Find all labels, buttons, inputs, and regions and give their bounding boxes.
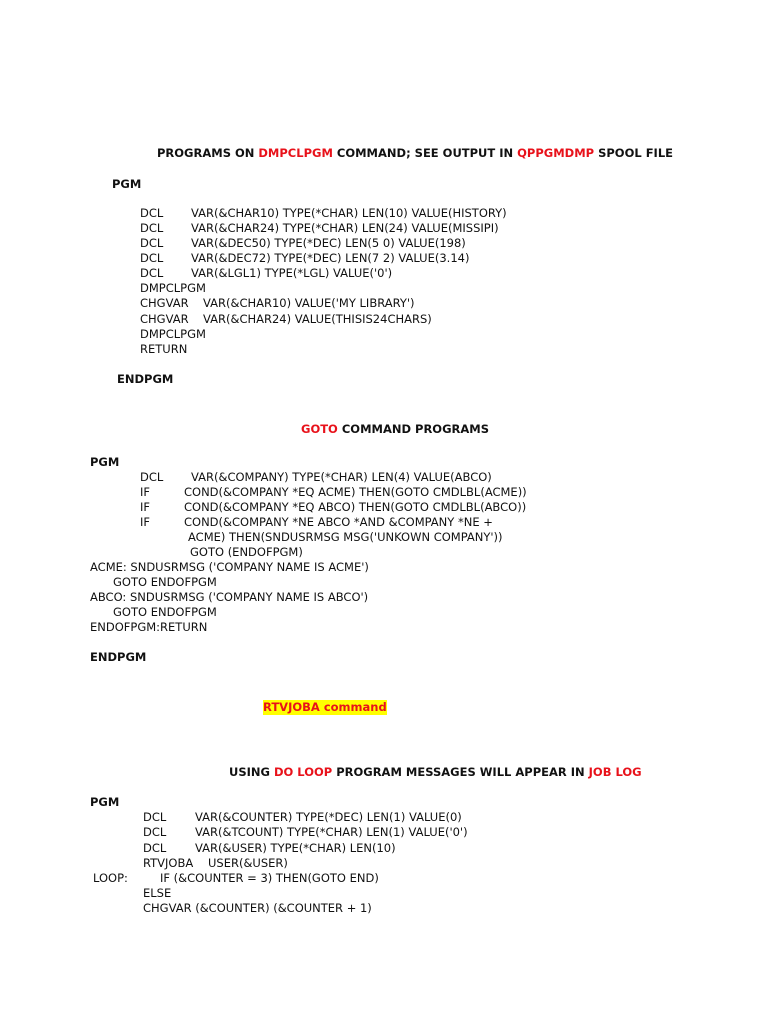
code-line-endofpgm: ENDOFPGM:RETURN bbox=[90, 620, 208, 634]
code-line-label-abco: ABCO: SNDUSRMSG ('COMPANY NAME IS ABCO') bbox=[90, 590, 369, 604]
code-line-chgvar: CHGVAR bbox=[140, 312, 189, 326]
code-line-arg: VAR(&USER) TYPE(*CHAR) LEN(10) bbox=[195, 841, 396, 855]
code-line-arg: IF (&COUNTER = 3) THEN(GOTO END) bbox=[160, 871, 379, 885]
code-line-chgvar: CHGVAR (&COUNTER) (&COUNTER + 1) bbox=[143, 901, 372, 915]
code-line-arg: VAR(&CHAR10) TYPE(*CHAR) LEN(10) VALUE(HISTORY) bbox=[191, 206, 507, 220]
section2-heading: GOTO COMMAND PROGRAMS bbox=[301, 422, 490, 436]
code-line-arg: VAR(&CHAR24) VALUE(THISIS24CHARS) bbox=[203, 312, 432, 326]
code-line-if: IF bbox=[140, 500, 151, 514]
pgm-keyword: PGM bbox=[112, 177, 142, 191]
code-line-arg: VAR(&TCOUNT) TYPE(*CHAR) LEN(1) VALUE('0') bbox=[195, 825, 468, 839]
code-line-continuation: ACME) THEN(SNDUSRMSG MSG('UNKOWN COMPANY')) bbox=[188, 530, 503, 544]
pgm-keyword: PGM bbox=[90, 795, 120, 809]
code-line-arg: VAR(&DEC72) TYPE(*DEC) LEN(7 2) VALUE(3.14) bbox=[191, 251, 470, 265]
code-line-arg: COND(&COMPANY *NE ABCO *AND &COMPANY *NE + bbox=[184, 515, 493, 529]
section1-heading: PROGRAMS ON DMPCLPGM COMMAND; SEE OUTPUT IN QPPGMDMP SPOOL FILE bbox=[157, 146, 674, 160]
code-line-label-acme: ACME: SNDUSRMSG ('COMPANY NAME IS ACME') bbox=[90, 560, 369, 574]
section4-heading: USING DO LOOP PROGRAM MESSAGES WILL APPEAR IN JOB LOG bbox=[229, 765, 642, 779]
code-line-return: RETURN bbox=[140, 342, 188, 356]
code-line-dcl: DCL bbox=[140, 251, 164, 265]
rtvjoba-heading: RTVJOBA command bbox=[263, 700, 387, 714]
code-line-arg: COND(&COMPANY *EQ ACME) THEN(GOTO CMDLBL(ACME)) bbox=[184, 485, 527, 499]
code-line-dmpclpgm: DMPCLPGM bbox=[140, 327, 206, 341]
code-line-arg: VAR(&CHAR10) VALUE('MY LIBRARY') bbox=[203, 296, 415, 310]
code-line-if: IF bbox=[140, 515, 151, 529]
code-line-arg: VAR(&DEC50) TYPE(*DEC) LEN(5 0) VALUE(198) bbox=[191, 236, 466, 250]
code-line-arg: USER(&USER) bbox=[208, 856, 288, 870]
code-line-dcl: DCL bbox=[143, 825, 167, 839]
code-line-goto: GOTO ENDOFPGM bbox=[113, 605, 217, 619]
code-line-dmpclpgm: DMPCLPGM bbox=[140, 281, 206, 295]
code-line-dcl: DCL bbox=[143, 841, 167, 855]
code-line-goto: GOTO ENDOFPGM bbox=[113, 575, 217, 589]
endpgm-keyword: ENDPGM bbox=[90, 650, 147, 664]
code-line-dcl: DCL bbox=[143, 810, 167, 824]
code-line-dcl: DCL bbox=[140, 221, 164, 235]
code-line-arg: VAR(&LGL1) TYPE(*LGL) VALUE('0') bbox=[191, 266, 393, 280]
code-line-dcl: DCL bbox=[140, 470, 164, 484]
code-line-dcl: DCL bbox=[140, 236, 164, 250]
code-line-arg: COND(&COMPANY *EQ ABCO) THEN(GOTO CMDLBL(ABCO)) bbox=[184, 500, 527, 514]
code-line-if: IF bbox=[140, 485, 151, 499]
code-line-rtvjoba: RTVJOBA bbox=[143, 856, 194, 870]
pgm-keyword: PGM bbox=[90, 455, 120, 469]
code-line-chgvar: CHGVAR bbox=[140, 296, 189, 310]
code-line-dcl: DCL bbox=[140, 266, 164, 280]
code-line-arg: VAR(&CHAR24) TYPE(*CHAR) LEN(24) VALUE(MISSIPI) bbox=[191, 221, 499, 235]
code-line-arg: VAR(&COUNTER) TYPE(*DEC) LEN(1) VALUE(0) bbox=[195, 810, 462, 824]
code-line-dcl: DCL bbox=[140, 206, 164, 220]
code-line-continuation: GOTO (ENDOFPGM) bbox=[190, 545, 303, 559]
code-line-else: ELSE bbox=[143, 886, 172, 900]
code-line-loop-label: LOOP: bbox=[93, 871, 128, 885]
endpgm-keyword: ENDPGM bbox=[117, 372, 174, 386]
code-line-arg: VAR(&COMPANY) TYPE(*CHAR) LEN(4) VALUE(ABCO) bbox=[191, 470, 492, 484]
